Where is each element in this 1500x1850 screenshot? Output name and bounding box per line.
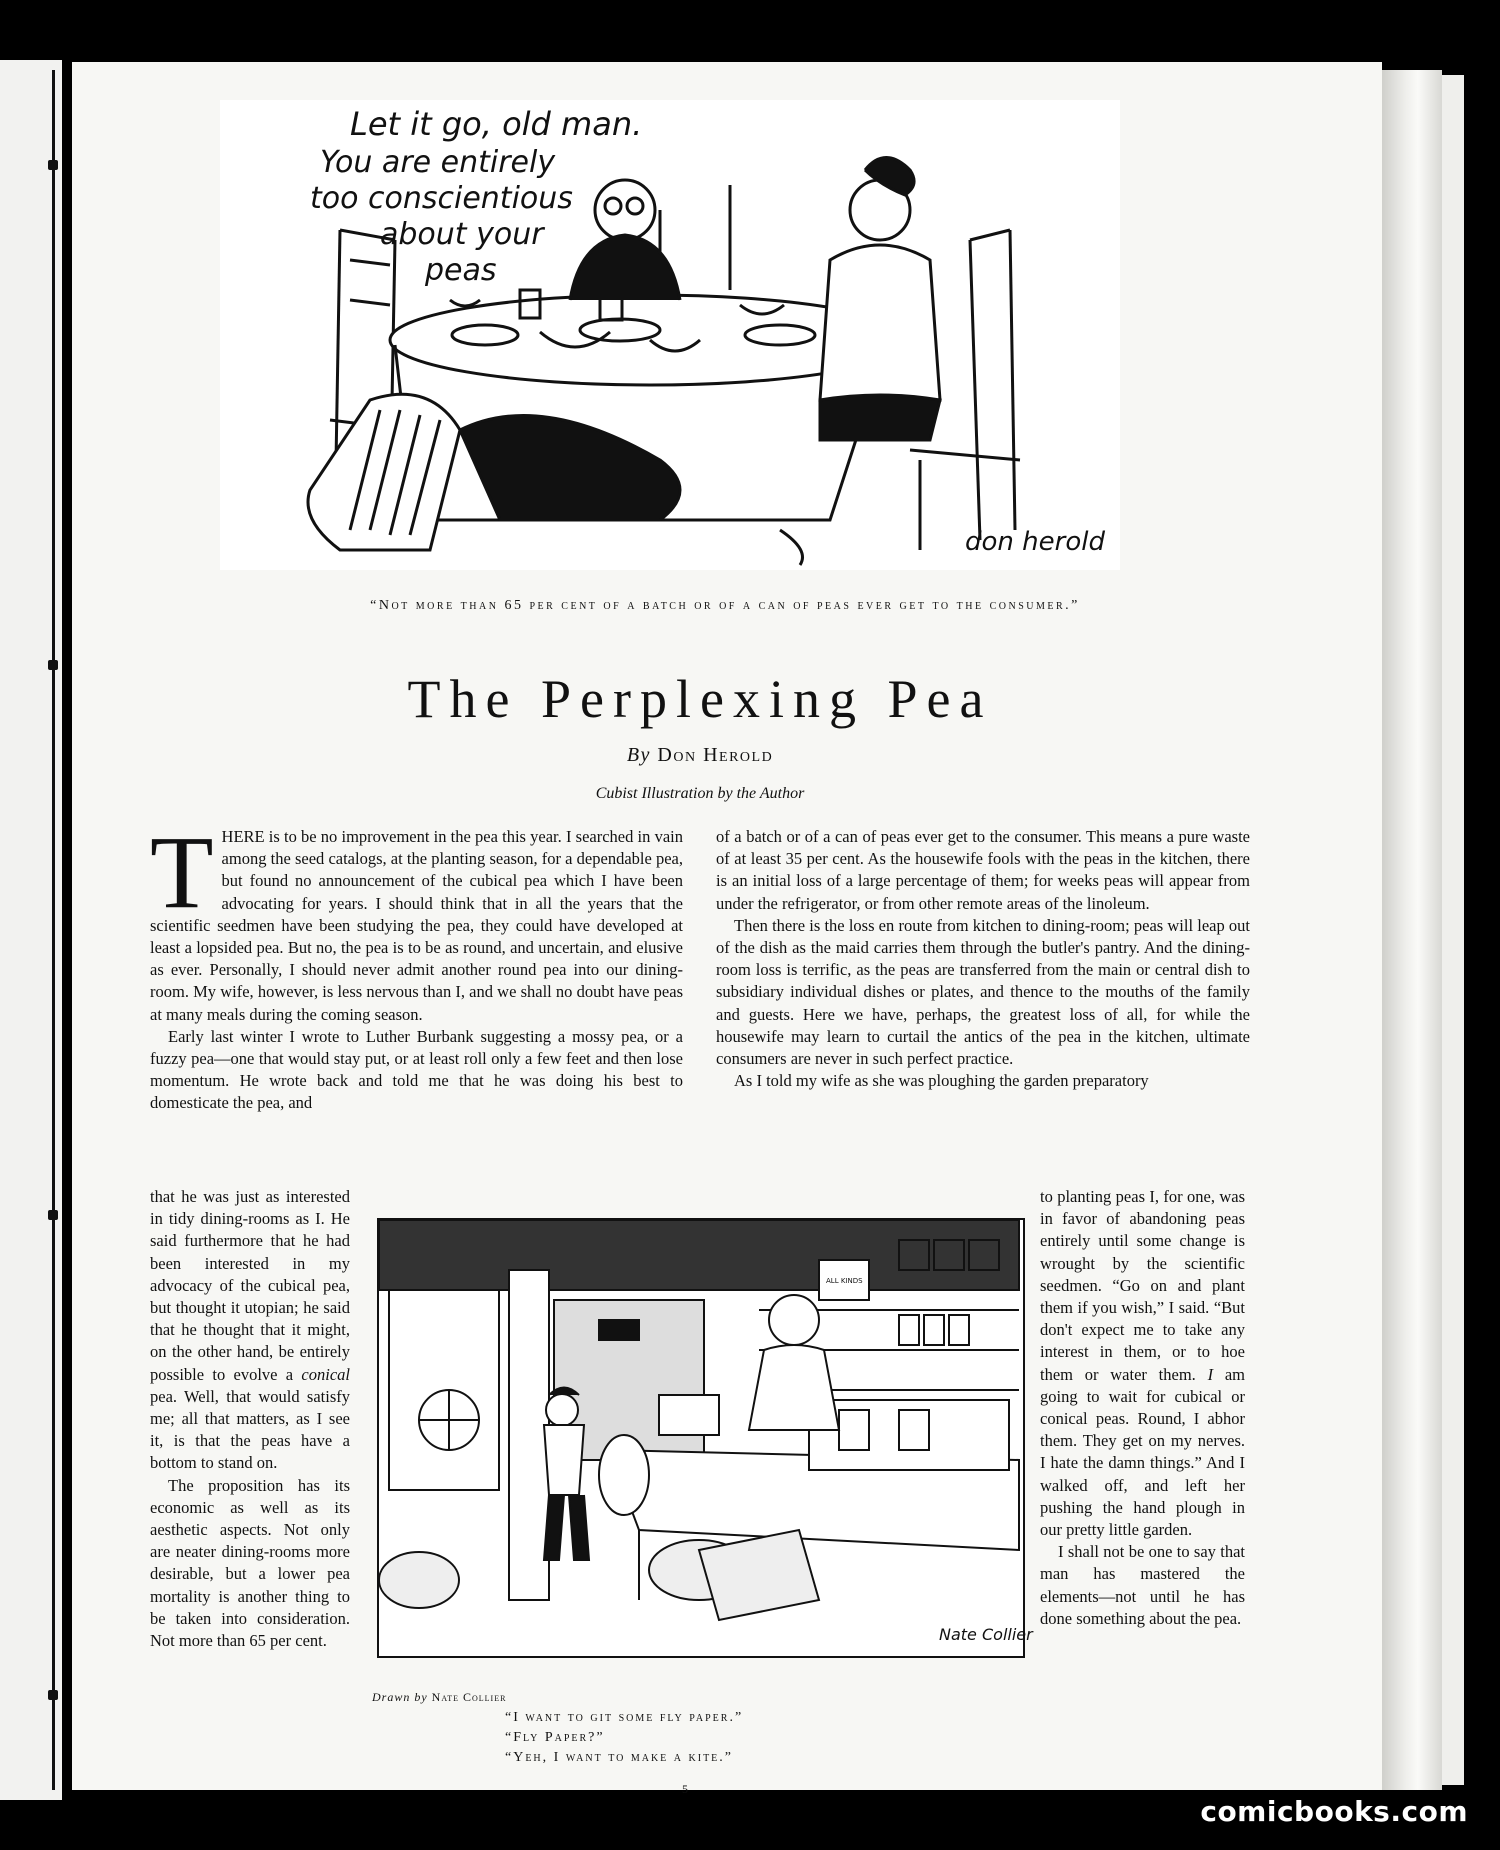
article-column-1-continued	[150, 1186, 350, 1652]
left-page-rule	[52, 70, 55, 1790]
article-column-2	[716, 826, 1250, 1092]
speech-line: You are entirely	[320, 145, 556, 180]
byline-prefix: By	[626, 744, 651, 766]
page-stack-edge	[1442, 75, 1464, 1785]
page-stack-edge	[1382, 70, 1442, 1790]
drop-cap: T	[150, 815, 214, 930]
site-watermark: comicbooks.com	[1200, 1795, 1468, 1828]
store-sign: ALL KINDS	[826, 1277, 863, 1285]
paragraph-text: that he was just as interested in tidy dining-rooms as I. He said furthermore that he had been interested in my advocacy of the cubical pea, but thought it utopian; he said that he thought that it might, on the other hand, be entirely possible to evolve a	[150, 1187, 350, 1384]
paragraph-text: am going to wait for cubical or conical peas. Round, I abhor them. They get on my nerves. I hate the damn things.” And I walked off, and left her pushing the hand plough in our pretty little garden.	[1040, 1364, 1245, 1540]
paragraph-text: to planting peas I, for one, was in favor of abandoning peas entirely until some change is wrought by the scientific seedmen. “Go on and plant them if you wish,” I said. “But don't expect me to take any interest in them, or to hoe them or water them.	[1040, 1187, 1245, 1384]
speech-line: Let it go, old man.	[350, 105, 643, 143]
illustration-credit: Cubist Illustration by the Author	[595, 785, 805, 802]
byline	[150, 744, 1250, 767]
speech-line: about your	[380, 217, 544, 252]
paragraph: Early last winter I wrote to Luther Burbank suggesting a mossy pea, or a fuzzy pea—one that would stay put, or at least roll only a few feet and then lose momentum. He wrote back and told me that he was doing his best to domesticate the pea, and	[150, 1026, 683, 1113]
paragraph: Then there is the loss en route from kitchen to dining-room; peas will leap out of the dish as the maid carries them through the butler's pantry. And the dining-room loss is terrific, as the peas are transferred from the main or central dish to subsidiary individual dishes or plates, and thence to the mouths of the family and guests. Here we have, perhaps, the greatest loss of all, for while the housewife may learn to curtail the antics of the pea in the kitchen, ultimate consumers are never in such perfect practice.	[716, 915, 1250, 1069]
speech-line: too conscientious	[310, 181, 573, 216]
paragraph	[150, 1186, 350, 1475]
article-title: The Perplexing Pea	[407, 669, 993, 729]
binding-mark	[48, 160, 58, 170]
caption-line: “Fly Paper?”	[505, 1730, 605, 1745]
artist-signature: Nate Collier	[939, 1625, 1033, 1644]
emphasis-text: I	[1207, 1364, 1214, 1384]
drawing-credit-name: Nate Collier	[431, 1690, 507, 1704]
article-column-3	[1040, 1186, 1245, 1630]
artist-signature: don herold	[965, 527, 1105, 557]
store-cartoon-caption	[505, 1708, 905, 1768]
paragraph: The proposition has its economic as well as its aesthetic aspects. Not only are neater dining-rooms more desirable, but a lower pea mortality is another thing to be taken into consideration. Not more than 65 per cent.	[150, 1475, 350, 1651]
page-number: 5	[682, 1782, 688, 1796]
binding-mark	[48, 1690, 58, 1700]
caption-line: “I want to git some fly paper.”	[505, 1710, 744, 1725]
paragraph-text: pea. Well, that would satisfy me; all that matters, as I see it, is that the peas have a bottom to stand on.	[150, 1386, 350, 1473]
dining-room-cartoon	[220, 100, 1120, 570]
emphasis-text: conical	[301, 1364, 350, 1384]
speech-line: peas	[425, 253, 497, 288]
author-name: Don Herold	[657, 744, 774, 766]
drawing-credit	[372, 1690, 506, 1705]
cartoon-caption: “Not more than 65 per cent of a batch or of a can of peas ever get to the consumer.”	[370, 598, 1080, 613]
paragraph: of a batch or of a can of peas ever get to the consumer. This means a pure waste of at least 35 per cent. As the housewife fools with the peas in the kitchen, there is an initial loss of a large percentage of them; for weeks peas will appear from under the refrigerator, or from other remote areas of the linoleum.	[716, 827, 1250, 913]
caption-line: “Yeh, I want to make a kite.”	[505, 1750, 733, 1765]
general-store-cartoon	[377, 1218, 1033, 1658]
binding-mark	[48, 1210, 58, 1220]
binding-mark	[48, 660, 58, 670]
article-column-1	[150, 815, 683, 1115]
paragraph	[1040, 1186, 1245, 1541]
drawing-credit-prefix: Drawn by	[372, 1690, 428, 1704]
paragraph: I shall not be one to say that man has mastered the elements—not until he has done something about the pea.	[1040, 1542, 1245, 1628]
paragraph-text: HERE is to be no improvement in the pea this year. I searched in vain among the seed catalogs, at the planting season, for a dependable pea, but found no announcement of the cubical pea which I have been advocating for years. I should think that in all the years that the scientific seedmen have been studying the pea, they could have developed at least a lopsided pea. But no, the pea is to be as round, and uncertain, and elusive as ever. Personally, I should never admit another round pea into our dining-room. My wife, however, is less nervous than I, and we shall no doubt have peas at many meals during the coming season.	[150, 827, 683, 1024]
paragraph: As I told my wife as she was ploughing the garden preparatory	[734, 1071, 1149, 1091]
paragraph	[150, 815, 683, 1026]
